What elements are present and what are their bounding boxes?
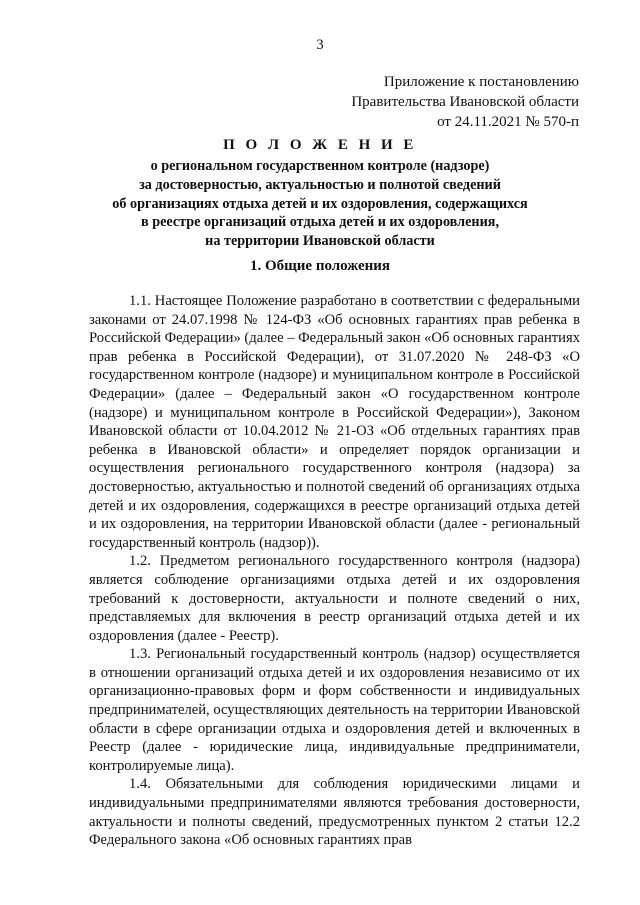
document-body: [89, 292, 580, 850]
appendix-block: [351, 72, 579, 132]
subtitle-line: за достоверностью, актуальностью и полнотой сведений: [139, 176, 501, 193]
paragraph-1-1: 1.1. Настоящее Положение разработано в соответствии с федеральными законами от 24.07.1998 № 124-ФЗ «Об основных гарантиях прав ребенка в Российской Федерации» (далее – Федеральный закон «Об основных гарантиях прав ребенка в Российской Федерации), от 31.07.2020 № 248-ФЗ «О государственном контроле (надзоре) и муниципальном контроле в Российской Федерации» (далее – Федеральный закон «О государственном контроле (надзоре) и муниципальном контроле в Российской Федерации»), Законом Ивановской области от 10.04.2012 № 21-ОЗ «Об отдельных гарантиях прав ребенка в Ивановской области» и определяет порядок организации и осуществления регионального государственного контроля (надзора) за достоверностью, актуальностью и полнотой сведений об организациях отдыха детей и их оздоровления, содержащихся в реестре организаций отдыха детей и их оздоровления, на территории Ивановской области (далее - региональный государственный контроль (надзор)).: [89, 293, 580, 551]
paragraph-1-4: 1.4. Обязательными для соблюдения юридическими лицами и индивидуальными предпринимателями являются требования достоверности, актуальности и полноты сведений, предусмотренных пунктом 2 статьи 12.2 Федерального закона «Об основных гарантиях прав: [89, 776, 580, 849]
appendix-line: от 24.11.2021 № 570-п: [437, 114, 579, 130]
paragraph-1-2: 1.2. Предметом регионального государственного контроля (надзора) является соблюдение организациями отдыха детей и их оздоровления требований к достоверности, актуальности и полноте сведений о них, представляемых для включения в реестр организаций отдыха детей и их оздоровления (далее - Реестр).: [89, 553, 580, 644]
subtitle-line: в реестре организаций отдыха детей и их оздоровления,: [140, 214, 499, 231]
appendix-line: Приложение к постановлению: [383, 74, 579, 90]
section-heading: 1. Общие положения: [249, 258, 391, 274]
subtitle-line: на территории Ивановской области: [205, 233, 435, 250]
document-title: П О Л О Ж Е Н И Е: [223, 137, 417, 153]
subtitle-line: об организациях отдыха детей и их оздоровления, содержащихся: [112, 195, 528, 212]
appendix-line: Правительства Ивановской области: [351, 94, 579, 110]
paragraph-1-3: 1.3. Региональный государственный контроль (надзор) осуществляется в отношении организаций отдыха детей и их оздоровления независимо от их организационно-правовых форм и форм собственности и индивидуальных предпринимателей, осуществляющих деятельность на территории Ивановской области в сфере организации отдыха и оздоровления детей и включенных в Реестр (далее - юридические лица, индивидуальные предприниматели, контролируемые лица).: [89, 646, 580, 774]
page-number: 3: [316, 37, 324, 53]
document-subtitle: [0, 157, 640, 251]
subtitle-line: о региональном государственном контроле (надзоре): [150, 158, 490, 174]
